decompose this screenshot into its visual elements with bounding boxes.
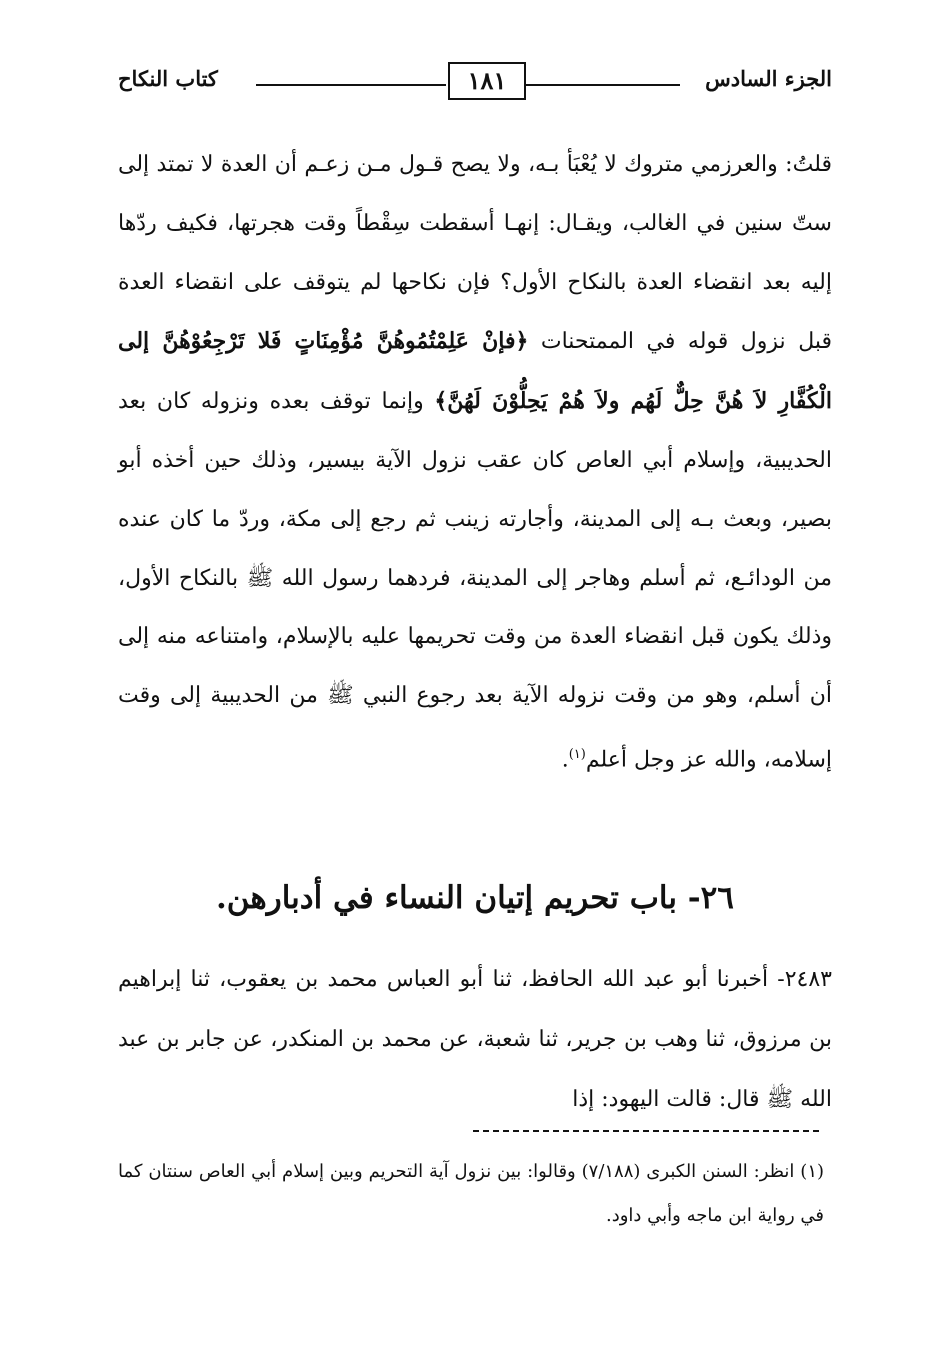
hadith-paragraph: ٢٤٨٣- أخبرنا أبو عبد الله الحافظ، ثنا أبو العباس محمد بن يعقوب، ثنا إبراهيم بن مرزوق، ثنا وهب بن جرير، ثنا شعبة، عن محمد بن المنكدر، عن جابر بن عبد الله ﷺ قال: قالت اليهود: إذا <box>118 967 832 1112</box>
footnote-reference: (١) <box>568 746 586 762</box>
chapter-heading: ٢٦- باب تحريم إتيان النساء في أدبارهن. <box>216 880 734 916</box>
hadith-text <box>118 950 832 1130</box>
paragraph <box>118 136 832 790</box>
footnote-separator <box>473 1130 819 1132</box>
book-title: كتاب النكاح <box>118 66 218 91</box>
footnote <box>118 1150 824 1238</box>
paragraph-end: . <box>561 747 569 773</box>
volume-label: الجزء السادس <box>705 66 832 91</box>
page-header <box>118 62 832 102</box>
quran-verse: ﴿فإنْ عَلِمْتُمُوهُنَّ مُؤْمِنَاتٍ فَلا تَرْجِعُوْهُنَّ إلى الْكُفَّارِ لاَ هُنَّ حِلٌّ لَهُم ولاَ هُمْ يَحِلُّوْنَ لَهُنَّ﴾ <box>118 328 832 415</box>
paragraph-text-continued: وإنما توقف بعده ونزوله كان بعد الحديبية، وإسلام أبي العاص كان عقب نزول الآية بيسير، وذلك حين أخذه أبو بصير، وبعث بـه إلى المدينة، وأجارته زينب ثم رجع إلى مكة، وردّ ما كان عنده من الودائـع، ثم أسلم وهاجر إلى المدينة، فردهما رسول الله ﷺ بالنكاح الأول، وذلك يكون قبل انقضاء العدة من وقت تحريمها عليه بالإسلام، وامتناعه منه إلى أن أسلم، وهو من وقت نزوله الآية بعد رجوع النبي ﷺ من الحديبية إلى وقت إسلامه، والله عز وجل أعلم <box>118 389 832 773</box>
page-number: ١٨١ <box>448 62 526 100</box>
header-rule-right <box>526 84 680 86</box>
paragraph-text: قلتُ: والعرزمي متروك لا يُعْبَأ بـه، ولا يصح قـول مـن زعـم أن العدة لا تمتد إلى ستّ سنين في الغالب، ويقـال: إنهـا أسقطت سِقْطاً وقت هجرتها، فكيف ردّها إليه بعد انقضاء العدة بالنكاح الأول؟ فإن نكاحها لم يتوقف على انقضاء العدة قبل نزول قوله في الممتحنات <box>118 152 833 355</box>
header-rule-left <box>256 84 446 86</box>
main-text <box>118 136 832 790</box>
footnote-text: (١) انظر: السنن الكبرى (٧/١٨٨) وقالوا: بين نزول آية التحريم وبين إسلام أبي العاص سنتان كما في رواية ابن ماجه وأبي داود. <box>118 1161 825 1226</box>
